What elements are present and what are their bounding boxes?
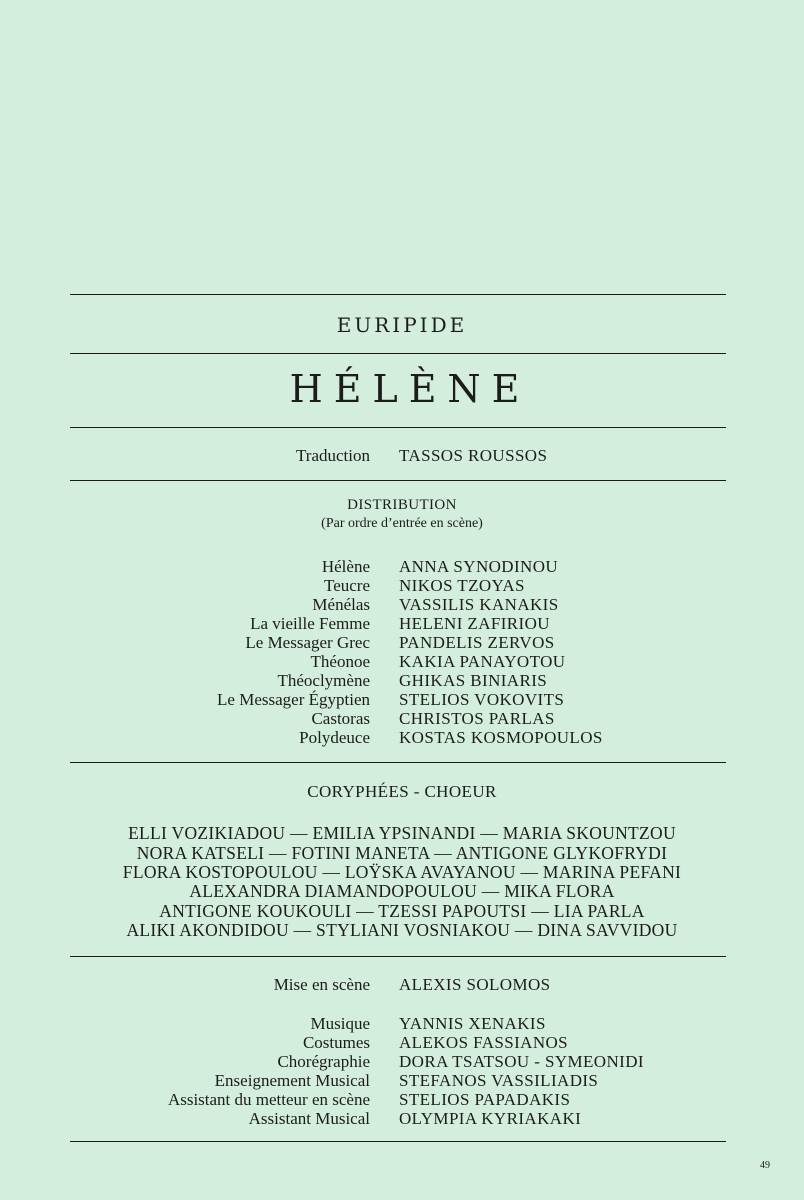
role-name: Hélène <box>321 557 370 576</box>
credit-role: Assistant du metteur en scène <box>167 1090 370 1109</box>
divider <box>70 762 726 763</box>
credit-row <box>0 1090 804 1110</box>
credit-name: STEFANOS VASSILIADIS <box>399 1071 599 1090</box>
actor-name: VASSILIS KANAKIS <box>399 595 559 614</box>
credit-row <box>0 1052 804 1072</box>
role-name: Polydeuce <box>299 728 370 747</box>
distribution-subheading: (Par ordre d’entrée en scène) <box>321 516 483 531</box>
cast-row <box>0 728 804 748</box>
chorus-line: ELLI VOZIKIADOU — EMILIA YPSINANDI — MARIA SKOUNTZOU <box>128 823 676 843</box>
chorus-line: FLORA KOSTOPOULOU — LOŸSKA AVAYANOU — MARINA PEFANI <box>122 862 682 882</box>
actor-name: GHIKAS BINIARIS <box>399 671 548 690</box>
actor-name: STELIOS VOKOVITS <box>399 690 565 709</box>
divider <box>70 1141 726 1142</box>
role-name: Castoras <box>311 709 370 728</box>
chorus-heading: CORYPHÉES - CHOEUR <box>307 782 497 801</box>
cast-row <box>0 576 804 596</box>
credit-name: ALEKOS FASSIANOS <box>399 1033 569 1052</box>
credit-row <box>0 1014 804 1034</box>
cast-row <box>0 633 804 653</box>
credit-name: STELIOS PAPADAKIS <box>399 1090 571 1109</box>
cast-row <box>0 652 804 672</box>
credit-row <box>0 1109 804 1129</box>
divider <box>70 353 726 354</box>
credit-row <box>0 1071 804 1091</box>
cast-row <box>0 614 804 634</box>
actor-name: NIKOS TZOYAS <box>399 576 525 595</box>
cast-row <box>0 671 804 691</box>
role-name: Théoclymène <box>277 671 370 690</box>
actor-name: KAKIA PANAYOTOU <box>399 652 566 671</box>
actor-name: PANDELIS ZERVOS <box>399 633 555 652</box>
credit-role: Chorégraphie <box>277 1052 370 1071</box>
cast-row <box>0 557 804 577</box>
credit-role: Enseignement Musical <box>214 1071 370 1090</box>
role-name: Ménélas <box>312 595 370 614</box>
page-number: 49 <box>760 1160 770 1171</box>
translation-credit <box>0 446 804 466</box>
actor-name: CHRISTOS PARLAS <box>399 709 555 728</box>
role-name: Théonoe <box>310 652 370 671</box>
role-name: Le Messager Grec <box>245 633 370 652</box>
divider <box>70 294 726 295</box>
translation-label: Traduction <box>296 446 370 465</box>
credit-role: Costumes <box>302 1033 370 1052</box>
credit-name: OLYMPIA KYRIAKAKI <box>399 1109 582 1128</box>
cast-row <box>0 595 804 615</box>
chorus-line: ALIKI AKONDIDOU — STYLIANI VOSNIAKOU — DINA SAVVIDOU <box>126 920 678 940</box>
credit-name: YANNIS XENAKIS <box>399 1014 546 1033</box>
divider <box>70 480 726 481</box>
credit-role: Musique <box>310 1014 370 1033</box>
distribution-heading: DISTRIBUTION <box>347 497 457 513</box>
chorus-line: ALEXANDRA DIAMANDOPOULOU — MIKA FLORA <box>189 881 615 901</box>
credit-name: DORA TSATSOU - SYMEONIDI <box>399 1052 644 1071</box>
credit-row <box>0 1033 804 1053</box>
staging-label: Mise en scène <box>273 975 370 994</box>
actor-name: HELENI ZAFIRIOU <box>399 614 550 633</box>
chorus-line: NORA KATSELI — FOTINI MANETA — ANTIGONE GLYKOFRYDI <box>136 843 668 863</box>
divider <box>70 956 726 957</box>
actor-name: ANNA SYNODINOU <box>399 557 559 576</box>
actor-name: KOSTAS KOSMOPOULOS <box>399 728 603 747</box>
credit-role: Assistant Musical <box>248 1109 370 1128</box>
author-name: EURIPIDE <box>336 313 468 337</box>
translator-name: TASSOS ROUSSOS <box>399 446 548 465</box>
role-name: La vieille Femme <box>250 614 370 633</box>
chorus-line: ANTIGONE KOUKOULI — TZESSI PAPOUTSI — LIA PARLA <box>159 901 645 921</box>
role-name: Teucre <box>324 576 370 595</box>
play-title: HÉLÈNE <box>289 367 531 411</box>
role-name: Le Messager Égyptien <box>217 690 370 709</box>
cast-row <box>0 709 804 729</box>
director-name: ALEXIS SOLOMOS <box>399 975 551 994</box>
staging-credit <box>0 975 804 995</box>
divider <box>70 427 726 428</box>
cast-row <box>0 690 804 710</box>
